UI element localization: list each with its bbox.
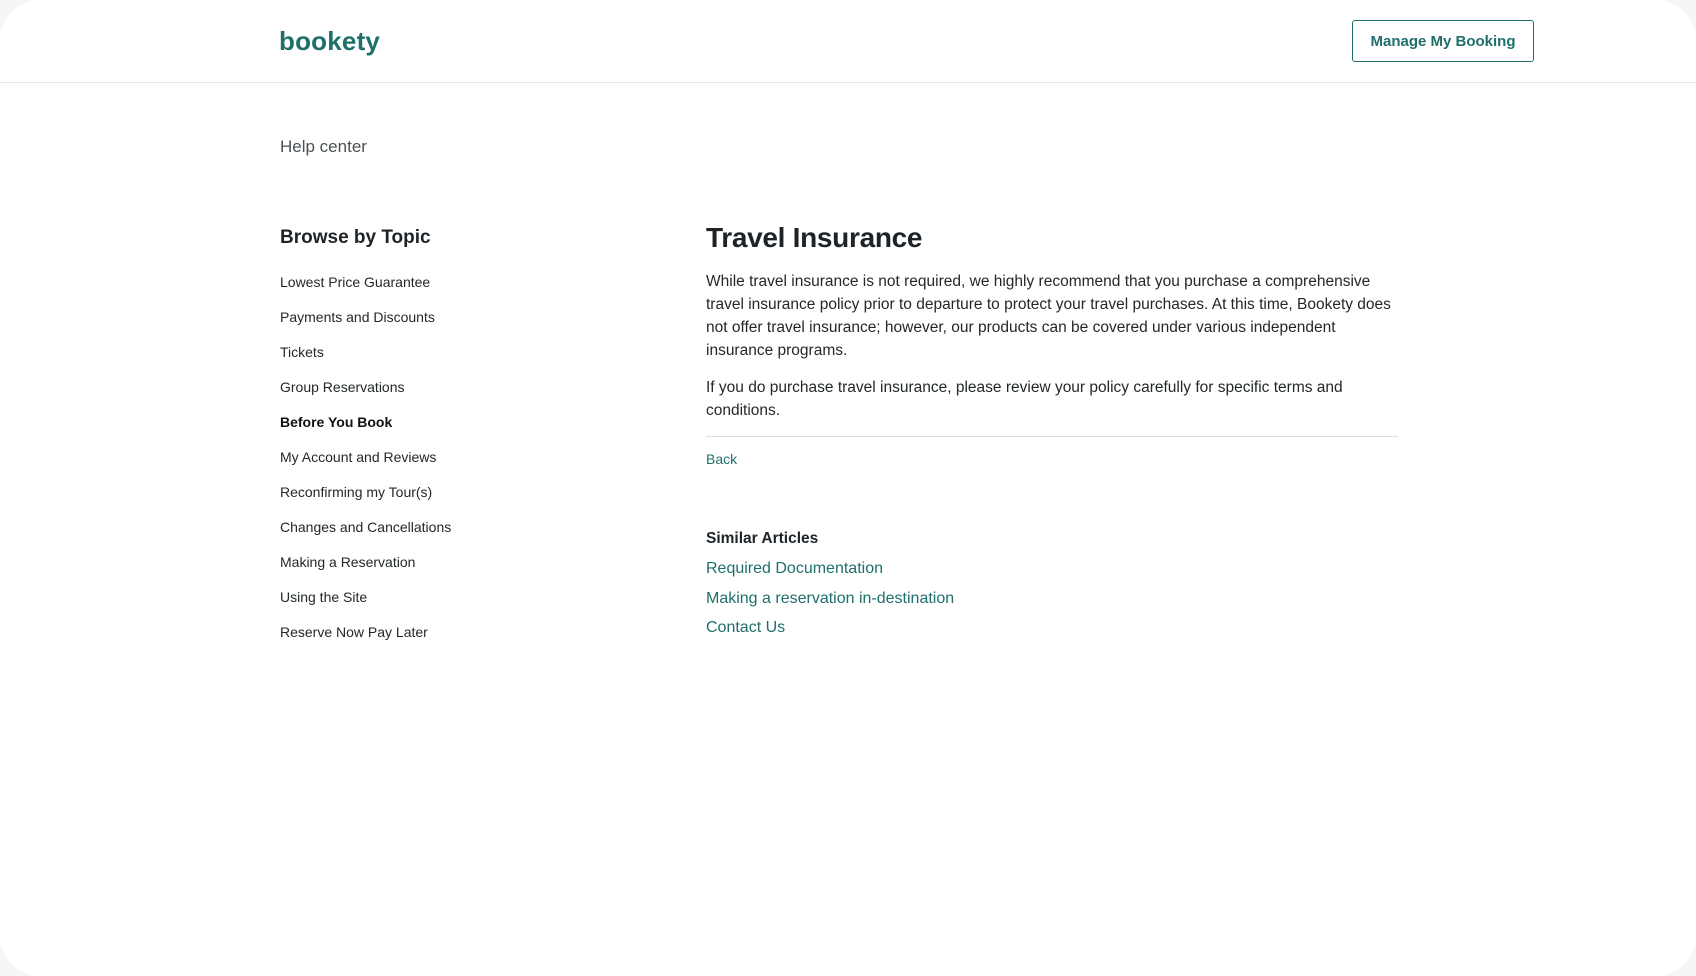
article-title: Travel Insurance [706,222,923,253]
breadcrumb-help-center[interactable]: Help center [280,137,367,156]
topic-before-you-book[interactable]: Before You Book [280,414,393,430]
topic-my-account-and-reviews[interactable]: My Account and Reviews [280,449,437,465]
bookety-logo[interactable]: bookety [279,26,381,56]
browse-by-topic-heading: Browse by Topic [280,227,431,248]
similar-articles-list [706,560,954,649]
similar-articles-section [706,530,954,649]
topic-lowest-price-guarantee[interactable]: Lowest Price Guarantee [280,274,431,290]
similar-link-making-a-reservation-in-destination[interactable]: Making a reservation in-destination [706,589,955,607]
similar-link-required-documentation[interactable]: Required Documentation [706,560,883,577]
similar-link-contact-us[interactable]: Contact Us [706,619,786,636]
top-navigation-bar [0,0,1696,83]
manage-my-booking-button[interactable]: Manage My Booking [1352,20,1534,62]
topic-group-reservations[interactable]: Group Reservations [280,379,405,395]
article-paragraph: While travel insurance is not required, we highly recommend that you purchase a comprehensive travel insurance policy prior to departure to protect your travel purchases. At this time, Bookety does not offer travel insurance; however, our products can be covered under various independent insurance programs. [706,273,1391,359]
article-paragraph: If you do purchase travel insurance, please review your policy carefully for specific terms and conditions. [706,379,1343,419]
back-link[interactable]: Back [706,451,738,467]
topic-payments-and-discounts[interactable]: Payments and Discounts [280,309,435,325]
article-divider [706,436,1398,437]
topic-using-the-site[interactable]: Using the Site [280,589,368,605]
topic-reserve-now-pay-later[interactable]: Reserve Now Pay Later [280,624,428,640]
topic-making-a-reservation[interactable]: Making a Reservation [280,554,416,570]
similar-articles-heading: Similar Articles [706,530,819,547]
article-content [706,222,1398,469]
topic-reconfirming-my-tours[interactable]: Reconfirming my Tour(s) [280,484,433,500]
topic-tickets[interactable]: Tickets [280,344,324,360]
topic-changes-and-cancellations[interactable]: Changes and Cancellations [280,519,452,535]
topic-list [280,274,451,659]
